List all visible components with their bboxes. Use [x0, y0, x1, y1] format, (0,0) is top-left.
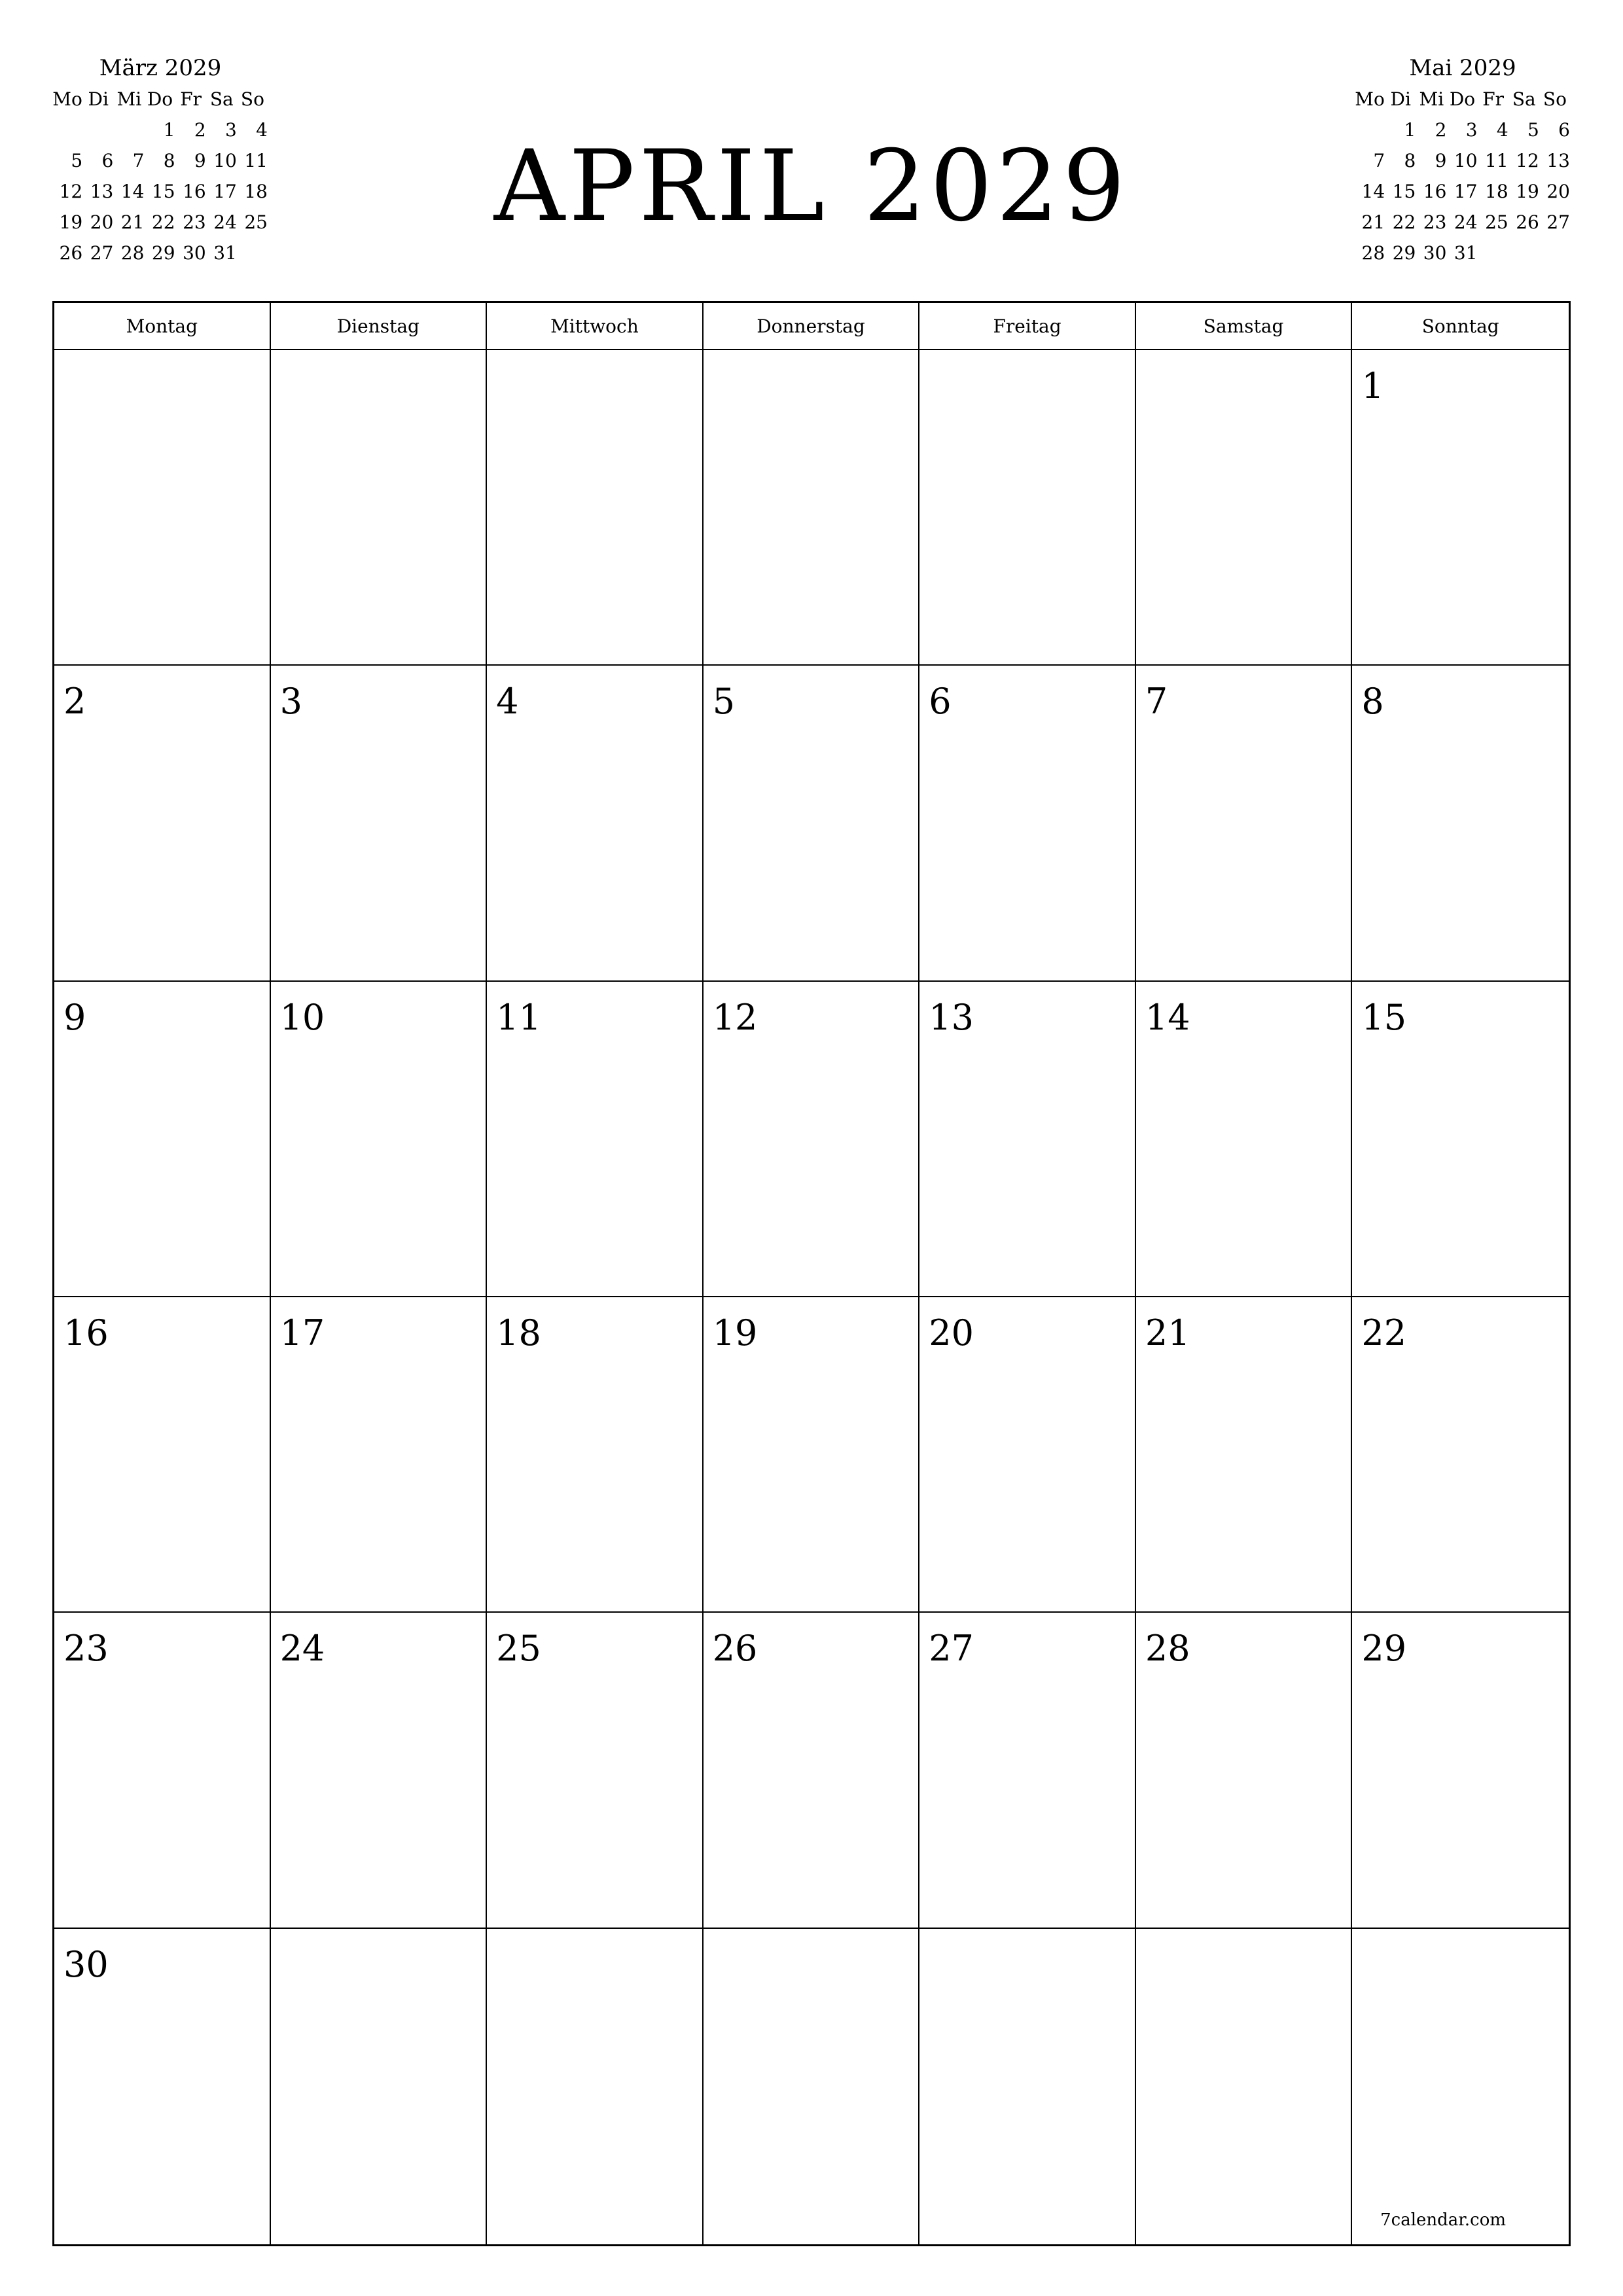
weekday-header: Donnerstag — [704, 303, 920, 350]
mini-day: 22 — [1392, 211, 1416, 233]
day-number: 1 — [1361, 365, 1384, 406]
mini-day: 7 — [1373, 150, 1385, 171]
day-cell[interactable] — [704, 982, 920, 1297]
mini-day: 24 — [213, 211, 237, 233]
day-cell[interactable] — [487, 1613, 704, 1928]
day-cell[interactable] — [1136, 1613, 1353, 1928]
day-cell[interactable] — [704, 666, 920, 981]
mini-day: 24 — [1454, 211, 1478, 233]
mini-day — [1355, 115, 1385, 145]
mini-day: 23 — [183, 211, 206, 233]
mini-day: 25 — [244, 211, 268, 233]
mini-day: 19 — [59, 211, 83, 233]
footer-credit: 7calendar.com — [1380, 2210, 1506, 2230]
day-cell[interactable] — [1352, 982, 1569, 1297]
mini-day: 19 — [1516, 181, 1539, 202]
day-cell[interactable] — [1136, 666, 1353, 981]
mini-weekday: Mo — [1355, 88, 1385, 110]
day-number: 14 — [1145, 996, 1190, 1038]
mini-weekday: Mi — [116, 88, 142, 110]
mini-calendar-table — [1355, 84, 1571, 268]
mini-day: 8 — [1404, 150, 1416, 171]
mini-day: 22 — [151, 211, 175, 233]
day-cell[interactable] — [487, 350, 704, 666]
mini-day: 23 — [1423, 211, 1447, 233]
day-cell[interactable] — [1352, 350, 1569, 666]
mini-day: 17 — [213, 181, 237, 202]
day-cell[interactable] — [919, 666, 1136, 981]
day-number: 5 — [712, 681, 736, 723]
weekday-header: Freitag — [919, 303, 1136, 350]
mini-day: 10 — [213, 150, 237, 171]
day-cell[interactable] — [271, 1613, 488, 1928]
mini-day: 15 — [1392, 181, 1416, 202]
mini-day: 18 — [244, 181, 268, 202]
day-number: 17 — [279, 1312, 325, 1354]
weekday-header: Dienstag — [271, 303, 488, 350]
mini-day: 12 — [59, 181, 83, 202]
mini-day: 8 — [163, 150, 175, 171]
day-cell[interactable] — [271, 350, 488, 666]
mini-day: 6 — [101, 150, 114, 171]
mini-day: 14 — [120, 181, 145, 202]
mini-day: 16 — [183, 181, 206, 202]
day-cell[interactable] — [54, 982, 271, 1297]
mini-day: 4 — [256, 119, 268, 141]
mini-calendar-title: Mai 2029 — [1409, 55, 1516, 81]
day-cell[interactable] — [271, 982, 488, 1297]
day-cell[interactable] — [54, 666, 271, 981]
mini-day: 31 — [1454, 242, 1478, 264]
mini-weekday: Sa — [1512, 88, 1536, 110]
mini-day: 2 — [1435, 119, 1447, 141]
mini-day: 21 — [1361, 211, 1385, 233]
mini-day: 15 — [151, 181, 175, 202]
mini-day: 5 — [71, 150, 83, 171]
mini-day: 30 — [1423, 242, 1447, 264]
day-cell[interactable] — [1352, 666, 1569, 981]
weekday-header: Montag — [54, 303, 271, 350]
mini-weekday: Mo — [52, 88, 82, 110]
mini-day: 26 — [1516, 211, 1539, 233]
mini-day: 6 — [1558, 119, 1570, 141]
mini-day: 20 — [1546, 181, 1570, 202]
mini-weekday: Do — [1449, 88, 1476, 110]
mini-day: 28 — [1361, 242, 1385, 264]
day-cell[interactable] — [919, 1929, 1136, 2244]
mini-day: 9 — [1435, 150, 1447, 171]
mini-day: 5 — [1527, 119, 1539, 141]
day-cell[interactable] — [1136, 982, 1353, 1297]
weekday-header: Mittwoch — [487, 303, 704, 350]
mini-day: 4 — [1496, 119, 1508, 141]
mini-day: 28 — [120, 242, 145, 264]
mini-day: 16 — [1423, 181, 1447, 202]
mini-weekday: Di — [88, 88, 109, 110]
day-number: 15 — [1361, 996, 1407, 1038]
day-number: 20 — [929, 1312, 974, 1354]
day-number: 19 — [712, 1312, 758, 1354]
mini-weekday: Di — [1390, 88, 1411, 110]
day-number: 18 — [496, 1312, 541, 1354]
day-cell[interactable] — [919, 1613, 1136, 1928]
day-cell[interactable] — [487, 1929, 704, 2244]
day-number: 30 — [63, 1943, 109, 1985]
mini-day: 11 — [244, 150, 268, 171]
day-cell[interactable] — [54, 1297, 271, 1613]
day-cell[interactable] — [919, 1297, 1136, 1613]
month-grid — [52, 301, 1571, 2246]
day-number: 4 — [496, 681, 519, 723]
mini-day: 11 — [1485, 150, 1508, 171]
mini-day — [238, 238, 268, 268]
mini-day: 13 — [90, 181, 114, 202]
day-cell[interactable] — [271, 666, 488, 981]
day-cell[interactable] — [919, 350, 1136, 666]
day-number: 8 — [1361, 681, 1384, 723]
day-number: 3 — [279, 681, 302, 723]
day-number: 28 — [1145, 1628, 1190, 1670]
mini-day: 20 — [90, 211, 114, 233]
mini-day: 31 — [213, 242, 237, 264]
day-cell[interactable] — [271, 1929, 488, 2244]
day-number: 10 — [279, 996, 325, 1038]
mini-day — [1509, 238, 1540, 268]
day-number: 7 — [1145, 681, 1168, 723]
mini-day: 13 — [1546, 150, 1570, 171]
mini-weekday: Do — [147, 88, 173, 110]
day-number: 26 — [712, 1628, 758, 1670]
day-number: 29 — [1361, 1628, 1407, 1670]
day-cell[interactable] — [1352, 1929, 1569, 2244]
weekday-header: Samstag — [1136, 303, 1353, 350]
day-cell[interactable] — [487, 982, 704, 1297]
mini-day: 1 — [163, 119, 175, 141]
mini-day: 7 — [132, 150, 145, 171]
mini-day: 21 — [120, 211, 145, 233]
mini-day: 1 — [1404, 119, 1416, 141]
mini-day: 25 — [1485, 211, 1508, 233]
mini-weekday: So — [1543, 88, 1567, 110]
mini-day: 3 — [1465, 119, 1478, 141]
mini-day: 29 — [1392, 242, 1416, 264]
day-cell[interactable] — [487, 1297, 704, 1613]
weekday-header: Sonntag — [1352, 303, 1569, 350]
day-cell[interactable] — [919, 982, 1136, 1297]
day-number: 12 — [712, 996, 758, 1038]
mini-day: 26 — [59, 242, 83, 264]
day-cell[interactable] — [1136, 1297, 1353, 1613]
mini-day: 10 — [1454, 150, 1478, 171]
day-cell[interactable] — [54, 350, 271, 666]
day-number: 2 — [63, 681, 86, 723]
day-number: 9 — [63, 996, 86, 1038]
day-number: 11 — [496, 996, 541, 1038]
mini-day: 9 — [194, 150, 206, 171]
mini-day — [1478, 238, 1509, 268]
day-cell[interactable] — [704, 1613, 920, 1928]
mini-day: 27 — [1546, 211, 1570, 233]
day-cell[interactable] — [487, 666, 704, 981]
day-number: 16 — [63, 1312, 109, 1354]
day-number: 27 — [929, 1628, 974, 1670]
mini-day: 17 — [1454, 181, 1478, 202]
mini-calendar-next — [1355, 52, 1571, 268]
day-cell[interactable] — [1352, 1297, 1569, 1613]
day-number: 13 — [929, 996, 974, 1038]
day-cell[interactable] — [1136, 350, 1353, 666]
mini-weekday: So — [240, 88, 264, 110]
mini-weekday: Fr — [1482, 88, 1505, 110]
day-cell[interactable] — [271, 1297, 488, 1613]
mini-calendar-title: März 2029 — [99, 55, 222, 81]
day-number: 6 — [929, 681, 952, 723]
day-number: 22 — [1361, 1312, 1407, 1354]
day-cell[interactable] — [704, 350, 920, 666]
day-cell[interactable] — [704, 1297, 920, 1613]
mini-day: 12 — [1516, 150, 1539, 171]
mini-day: 27 — [90, 242, 114, 264]
mini-day: 14 — [1361, 181, 1385, 202]
day-cell[interactable] — [704, 1929, 920, 2244]
mini-day — [1540, 238, 1571, 268]
day-cell[interactable] — [1352, 1613, 1569, 1928]
day-number: 24 — [279, 1628, 325, 1670]
mini-day: 2 — [194, 119, 206, 141]
day-number: 25 — [496, 1628, 541, 1670]
mini-day: 3 — [225, 119, 237, 141]
mini-day: 18 — [1485, 181, 1508, 202]
day-cell[interactable] — [54, 1613, 271, 1928]
day-number: 23 — [63, 1628, 109, 1670]
page-title: APRIL 2029 — [493, 130, 1130, 243]
mini-day: 30 — [183, 242, 206, 264]
day-cell[interactable] — [1136, 1929, 1353, 2244]
day-number: 21 — [1145, 1312, 1190, 1354]
mini-day: 29 — [151, 242, 175, 264]
mini-weekday: Sa — [209, 88, 234, 110]
mini-weekday: Fr — [180, 88, 202, 110]
day-cell[interactable] — [54, 1929, 271, 2244]
mini-weekday: Mi — [1419, 88, 1444, 110]
